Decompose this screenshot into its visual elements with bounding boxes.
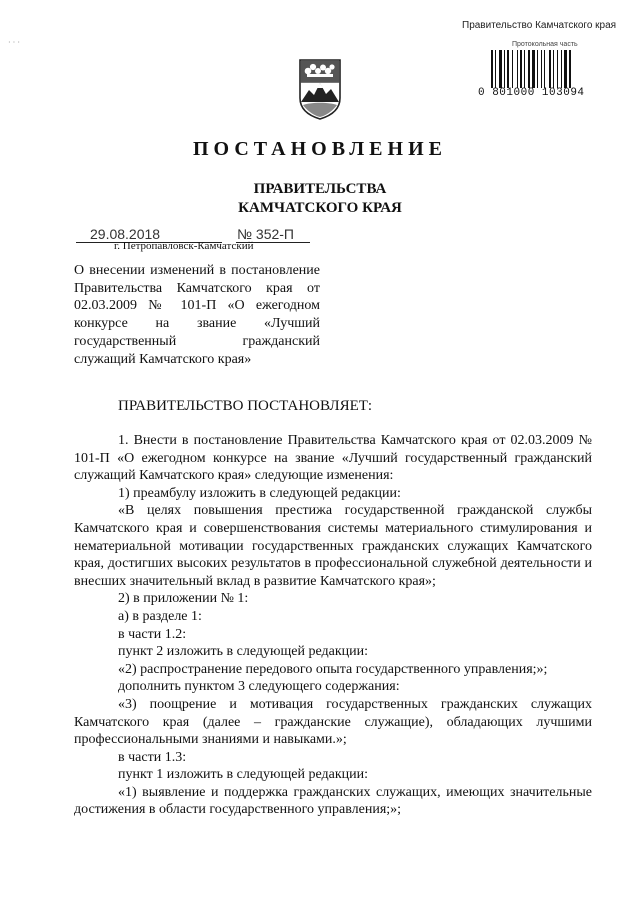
barcode-bar — [557, 50, 558, 88]
barcode-bar — [528, 50, 530, 88]
issuer-title — [0, 180, 640, 218]
barcode-bar — [524, 50, 525, 88]
document-city: г. Петропавловск-Камчатский — [114, 240, 254, 252]
barcode-bar — [512, 50, 513, 88]
barcode-bar — [564, 50, 567, 88]
barcode-bar — [495, 50, 496, 88]
barcode-bar — [544, 50, 545, 88]
document-date: 29.08.2018 — [90, 226, 161, 242]
barcode-bar — [491, 50, 493, 88]
barcode-bar — [532, 50, 535, 88]
barcode-label: Протокольная часть — [512, 41, 578, 48]
paragraph: «2) распространение передового опыта государственного управления;»; — [118, 661, 548, 677]
barcode-number: 0 801000 103094 — [478, 87, 585, 99]
authority-header: Правительство Камчатского края — [462, 20, 617, 31]
paragraph: 2) в приложении № 1: — [118, 591, 249, 607]
paragraph: пункт 2 изложить в следующей редакции: — [118, 644, 368, 660]
document-number: № 352-П — [237, 226, 294, 242]
paragraph: а) в разделе 1: — [118, 608, 202, 624]
document-body — [74, 432, 592, 819]
document-subject: О внесении изменений в постановление Правительства Камчатского края от 02.03.2009 № 101-П «О ежегодном конкурсе на звание «Лучший государственный гражданский служащий Камчатского края» — [74, 263, 320, 367]
kamchatka-emblem-icon — [297, 58, 343, 120]
barcode-bar — [517, 50, 518, 88]
barcode-bar — [504, 50, 505, 88]
paragraph: «В целях повышения престижа государственной гражданской службы Камчатского края и совершенствования системы материального стимулирования и нематериальной мотивации государственных гражданских служащих Камчатского края, достигших высоких результатов в профессиональной служебной деятельности и внесших значительный вклад в развитие Камчатского края»; — [74, 503, 592, 589]
barcode-bar — [520, 50, 522, 88]
paragraph: в части 1.2: — [118, 626, 187, 642]
paragraph: 1. Внести в постановление Правительства Камчатского края от 02.03.2009 № 101-П «О ежегодном конкурсе на звание «Лучший государственный гражданский служащий Камчатского края» следующие изменения: — [74, 433, 592, 484]
paragraph: «3) поощрение и мотивация государственных гражданских служащих Камчатского края (далее – гражданские служащие), обладающих лучшими профессиональными знаниями и навыками.»; — [74, 696, 592, 748]
barcode-bar — [561, 50, 562, 88]
issuer-line-1: ПРАВИТЕЛЬСТВА — [253, 181, 387, 197]
barcode-bar — [537, 50, 538, 88]
barcode-bar — [507, 50, 509, 88]
paragraph: «1) выявление и поддержка гражданских служащих, имеющих значительные достижения в области государственного управления;»; — [74, 784, 592, 818]
document-type-title: ПОСТАНОВЛЕНИЕ — [193, 138, 447, 160]
paragraph: в части 1.3: — [118, 749, 187, 765]
barcode-bar — [499, 50, 502, 88]
barcode-bar — [553, 50, 554, 88]
scan-specks: · · · — [8, 38, 20, 47]
barcode-bar — [549, 50, 551, 88]
paragraph: 1) преамбулу изложить в следующей редакции: — [118, 485, 401, 501]
barcode-bar — [569, 50, 571, 88]
barcode — [491, 50, 590, 88]
issuer-line-2: КАМЧАТСКОГО КРАЯ — [238, 200, 402, 216]
paragraph: дополнить пунктом 3 следующего содержания: — [118, 679, 400, 695]
decree-heading: ПРАВИТЕЛЬСТВО ПОСТАНОВЛЯЕТ: — [118, 398, 373, 414]
paragraph: пункт 1 изложить в следующей редакции: — [118, 767, 368, 783]
barcode-bar — [541, 50, 542, 88]
